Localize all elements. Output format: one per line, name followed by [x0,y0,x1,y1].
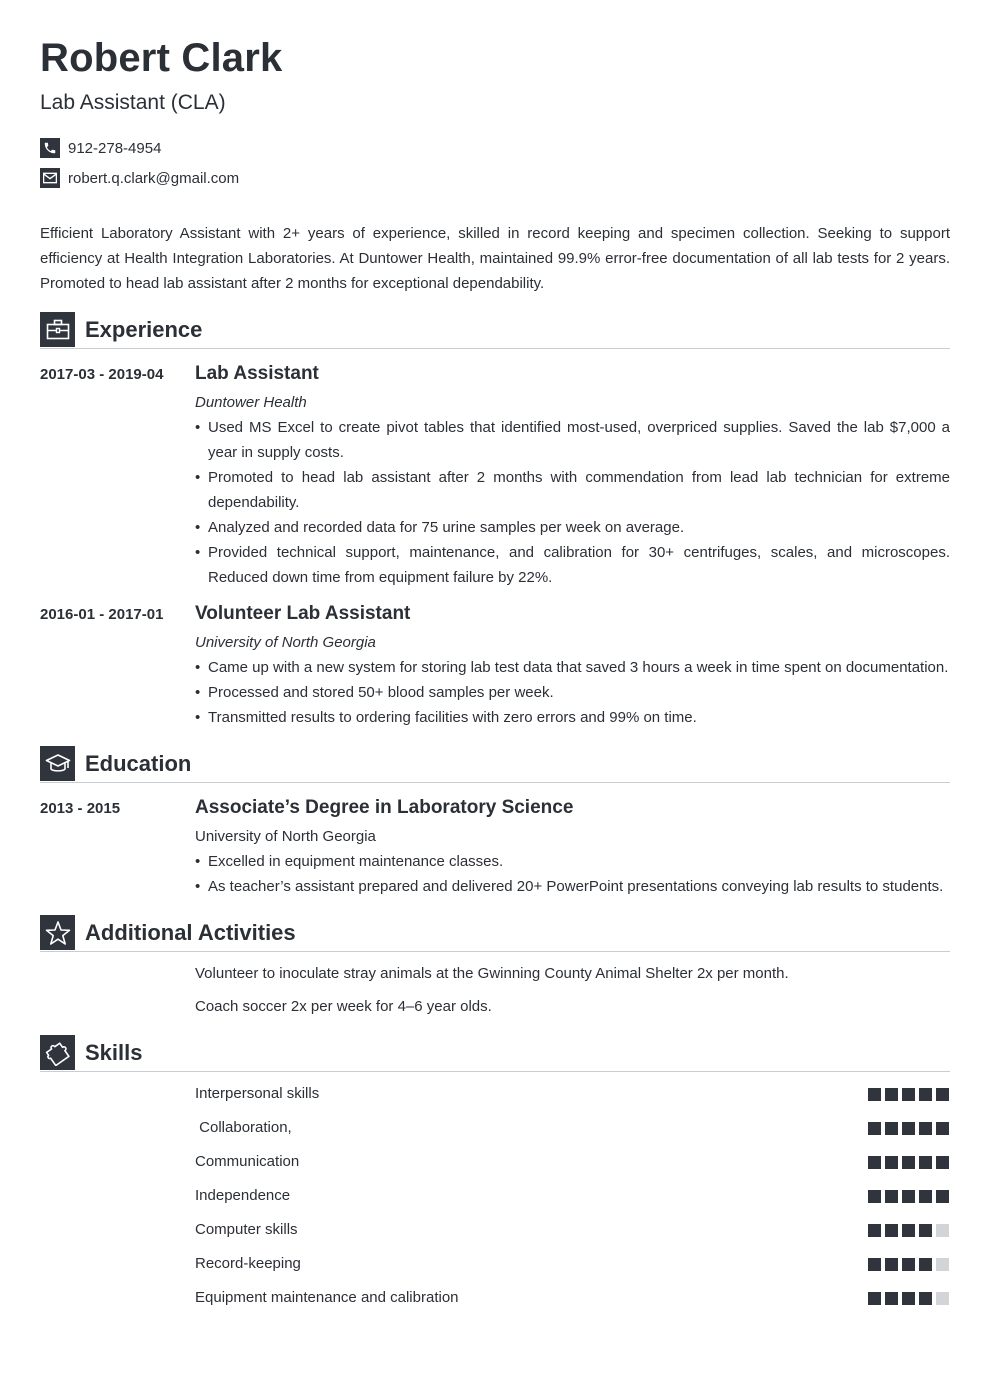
skill-level-dot-filled [902,1156,915,1169]
job-bullet: • Used MS Excel to create pivot tables that identified most-used, overpriced supplies. Saved the lab $7,000 a year in supply costs. [195,415,950,465]
skill-level-rating [868,1258,953,1271]
education-bullet-list [195,849,950,899]
skill-level-dot-filled [885,1190,898,1203]
experience-heading: Experience [85,317,203,342]
skill-name: Communication [195,1153,300,1170]
puzzle-piece-icon [40,1035,75,1070]
skill-level-dot-filled [936,1122,949,1135]
skill-level-dot-filled [868,1224,881,1237]
skill-level-dot-filled [919,1190,932,1203]
skill-level-dot-empty [936,1292,949,1305]
skill-level-rating [868,1088,953,1101]
skill-level-rating [868,1224,953,1237]
skill-name: Interpersonal skills [195,1085,320,1102]
school-name: University of North Georgia [195,828,376,845]
skill-name: Record-keeping [195,1255,301,1272]
skill-name: Independence [195,1187,291,1204]
candidate-role: Lab Assistant (CLA) [40,91,226,114]
activities-section-header [40,915,950,952]
education-bullet: • As teacher’s assistant prepared and delivered 20+ PowerPoint presentations conveying lab results to students. [195,874,950,899]
skill-name: Equipment maintenance and calibration [195,1289,459,1306]
skill-level-rating [868,1122,953,1135]
skill-level-dot-filled [885,1122,898,1135]
skill-level-dot-filled [902,1122,915,1135]
job-dates: 2017-03 - 2019-04 [40,366,164,383]
experience-section-header [40,312,950,349]
skill-name: Collaboration, [195,1119,292,1136]
job-title: Lab Assistant [195,363,319,384]
skill-name: Computer skills [195,1221,298,1238]
skill-level-dot-filled [868,1258,881,1271]
skill-level-dot-filled [919,1224,932,1237]
star-icon [40,915,75,950]
skill-level-dot-filled [919,1088,932,1101]
activity-item: Volunteer to inoculate stray animals at the Gwinning County Animal Shelter 2x per month. [195,965,789,982]
phone-icon [40,138,60,158]
skill-level-dot-filled [919,1156,932,1169]
education-bullet: • Excelled in equipment maintenance classes. [195,849,950,874]
skill-level-rating [868,1292,953,1305]
email-contact[interactable] [40,168,239,188]
phone-contact[interactable] [40,138,161,158]
job-bullet: • Promoted to head lab assistant after 2 months with commendation from lead lab technician for extreme dependability. [195,465,950,515]
skill-level-dot-filled [902,1224,915,1237]
envelope-icon [40,168,60,188]
skill-level-dot-filled [919,1292,932,1305]
job-bullet: • Came up with a new system for storing lab test data that saved 3 hours a week in time spent on documentation. [195,655,950,680]
job-title: Volunteer Lab Assistant [195,603,411,624]
job-bullet: • Analyzed and recorded data for 75 urine samples per week on average. [195,515,950,540]
job-bullet-list [195,415,950,590]
skill-level-dot-filled [868,1122,881,1135]
skill-level-dot-filled [868,1156,881,1169]
skill-level-dot-filled [885,1088,898,1101]
skill-level-dot-filled [885,1292,898,1305]
skills-heading: Skills [85,1040,143,1065]
skill-level-dot-filled [885,1258,898,1271]
job-bullet: • Processed and stored 50+ blood samples per week. [195,680,950,705]
skill-level-rating [868,1156,953,1169]
skill-level-dot-filled [868,1190,881,1203]
skill-level-rating [868,1190,953,1203]
education-dates: 2013 - 2015 [40,800,121,817]
skill-level-dot-filled [936,1088,949,1101]
skill-level-dot-filled [919,1258,932,1271]
education-section-header [40,746,950,783]
job-company: University of North Georgia [195,634,376,651]
email-address: robert.q.clark@gmail.com [68,169,240,187]
skill-level-dot-filled [936,1190,949,1203]
skill-level-dot-empty [936,1224,949,1237]
skill-level-dot-filled [885,1224,898,1237]
professional-summary: Efficient Laboratory Assistant with 2+ years of experience, skilled in record keeping and specimen collection. Seeking to support efficiency at Health Integration Laboratories. At Duntower Health, maintained 99.9% error-free documentation of all lab tests for 2 years. Promoted to head lab assistant after 2 months for exceptional dependability. [40,225,950,292]
job-bullet: • Provided technical support, maintenance, and calibration for 30+ centrifuges, scales, and microscopes. Reduced down time from equipment failure by 22%. [195,540,950,590]
activity-item: Coach soccer 2x per week for 4–6 year olds. [195,998,492,1015]
briefcase-icon [40,312,75,347]
candidate-name: Robert Clark [40,36,283,80]
phone-number: 912-278-4954 [68,139,162,157]
skill-level-dot-empty [936,1258,949,1271]
job-bullet-list [195,655,950,730]
skill-level-dot-filled [868,1088,881,1101]
skill-level-dot-filled [902,1190,915,1203]
skill-level-dot-filled [902,1088,915,1101]
education-heading: Education [85,751,192,776]
job-dates: 2016-01 - 2017-01 [40,606,164,623]
skill-level-dot-filled [885,1156,898,1169]
degree-title: Associate’s Degree in Laboratory Science [195,797,574,818]
skill-level-dot-filled [902,1292,915,1305]
activities-heading: Additional Activities [85,920,296,945]
skill-level-dot-filled [919,1122,932,1135]
graduation-cap-icon [40,746,75,781]
job-bullet: • Transmitted results to ordering facilities with zero errors and 99% on time. [195,705,950,730]
skill-level-dot-filled [868,1292,881,1305]
job-company: Duntower Health [195,394,307,411]
skill-level-dot-filled [902,1258,915,1271]
skills-section-header [40,1035,950,1072]
skill-level-dot-filled [936,1156,949,1169]
